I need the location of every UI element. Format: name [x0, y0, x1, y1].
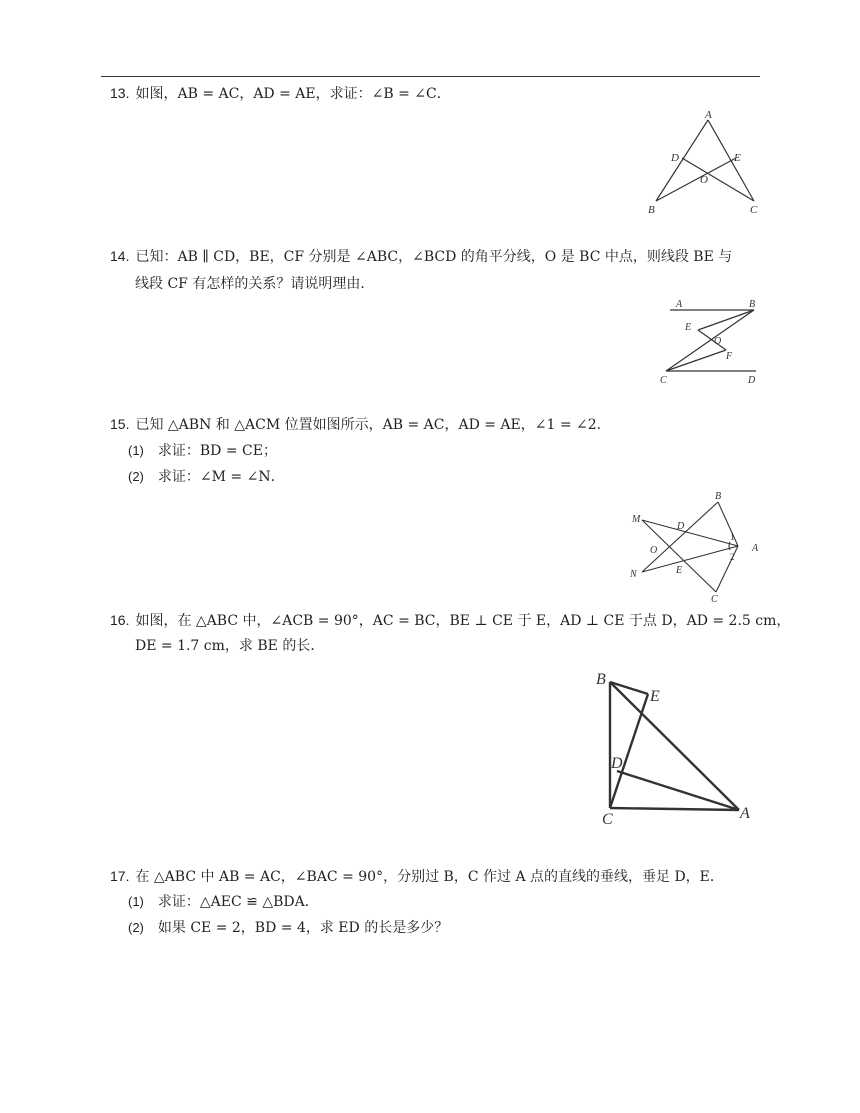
- fig13-label-b: B: [648, 204, 655, 216]
- fig15-label-n: N: [630, 569, 637, 580]
- question-number: 13.: [110, 85, 130, 101]
- question-14: [110, 246, 732, 267]
- question-15-part-2: [128, 467, 285, 487]
- fig16-label-c: C: [602, 811, 613, 828]
- question-17-part-1: [128, 892, 319, 912]
- question-text: 在 △ABC 中 AB = AC，∠BAC = 90°，分别过 B，C 作过 A 点的直线的垂线，垂足 D，E．: [135, 869, 724, 885]
- header-rule: [101, 76, 760, 77]
- question-text: 如图，AB = AC，AD = AE，求证：∠B = ∠C．: [135, 86, 451, 102]
- question-13: [110, 83, 451, 104]
- question-16: [110, 610, 790, 631]
- fig15-label-d: D: [677, 521, 685, 532]
- question-text-line1: 已知：AB ∥ CD，BE，CF 分别是 ∠ABC，∠BCD 的角平分线，O 是 BC 中点，则线段 BE 与: [135, 249, 733, 265]
- fig16-label-a: A: [740, 805, 750, 822]
- fig15-label-1: 1: [730, 532, 735, 542]
- figure-16: [590, 664, 765, 829]
- fig13-label-d: D: [671, 152, 679, 164]
- question-17-part-2: [128, 918, 448, 938]
- question-17: [110, 866, 724, 887]
- fig14-label-f: F: [726, 351, 733, 362]
- fig14-label-e: E: [685, 322, 692, 333]
- part-label: (1): [128, 443, 144, 458]
- fig13-label-c: C: [750, 204, 758, 216]
- fig15-label-a: A: [752, 543, 759, 554]
- fig15-label-m: M: [632, 514, 641, 525]
- fig14-label-b: B: [749, 299, 756, 310]
- fig14-label-a: A: [676, 299, 683, 310]
- question-16-line2: [135, 636, 324, 656]
- question-number: 16.: [110, 612, 130, 628]
- fig13-label-o: O: [700, 174, 708, 186]
- fig15-label-b: B: [715, 491, 722, 502]
- part-text: 求证：△AEC ≌ △BDA．: [157, 894, 319, 910]
- fig14-label-c: C: [660, 375, 667, 386]
- figure-15: [622, 484, 770, 608]
- question-text-line1: 如图，在 △ABC 中，∠ACB = 90°，AC = BC，BE ⊥ CE 于 E，AD ⊥ CE 于点 D，AD = 2.5 cm，: [135, 613, 791, 629]
- fig16-label-b: B: [596, 671, 606, 688]
- fig15-label-2: 2: [730, 552, 735, 562]
- fig16-label-d: D: [611, 755, 623, 772]
- fig14-label-o: O: [714, 336, 722, 347]
- question-text: 已知 △ABN 和 △ACM 位置如图所示，AB = AC，AD = AE，∠1 = ∠2．: [135, 417, 611, 433]
- figure-14: [650, 294, 765, 388]
- fig14-label-d: D: [748, 375, 756, 386]
- fig15-label-c: C: [711, 594, 718, 605]
- part-text: 求证：∠M = ∠N．: [157, 469, 285, 485]
- fig16-label-e: E: [650, 688, 660, 705]
- question-15: [110, 414, 611, 435]
- question-text-line2: 线段 CF 有怎样的关系？请说明理由．: [135, 276, 375, 292]
- part-label: (1): [128, 894, 144, 909]
- fig13-label-a: A: [705, 109, 712, 121]
- question-number: 14.: [110, 248, 130, 264]
- part-text: 如果 CE = 2，BD = 4，求 ED 的长是多少？: [157, 920, 449, 936]
- figure-13: [640, 106, 770, 218]
- question-15-part-1: [128, 441, 277, 461]
- fig13-label-e: E: [734, 152, 741, 164]
- part-label: (2): [128, 469, 144, 484]
- question-number: 15.: [110, 416, 130, 432]
- part-text: 求证：BD = CE；: [157, 443, 277, 459]
- fig15-label-o: O: [650, 545, 658, 556]
- fig15-label-e: E: [676, 565, 683, 576]
- part-label: (2): [128, 920, 144, 935]
- question-14-line2: [135, 274, 374, 294]
- question-number: 17.: [110, 868, 130, 884]
- question-text-line2: DE = 1.7 cm，求 BE 的长．: [135, 638, 325, 654]
